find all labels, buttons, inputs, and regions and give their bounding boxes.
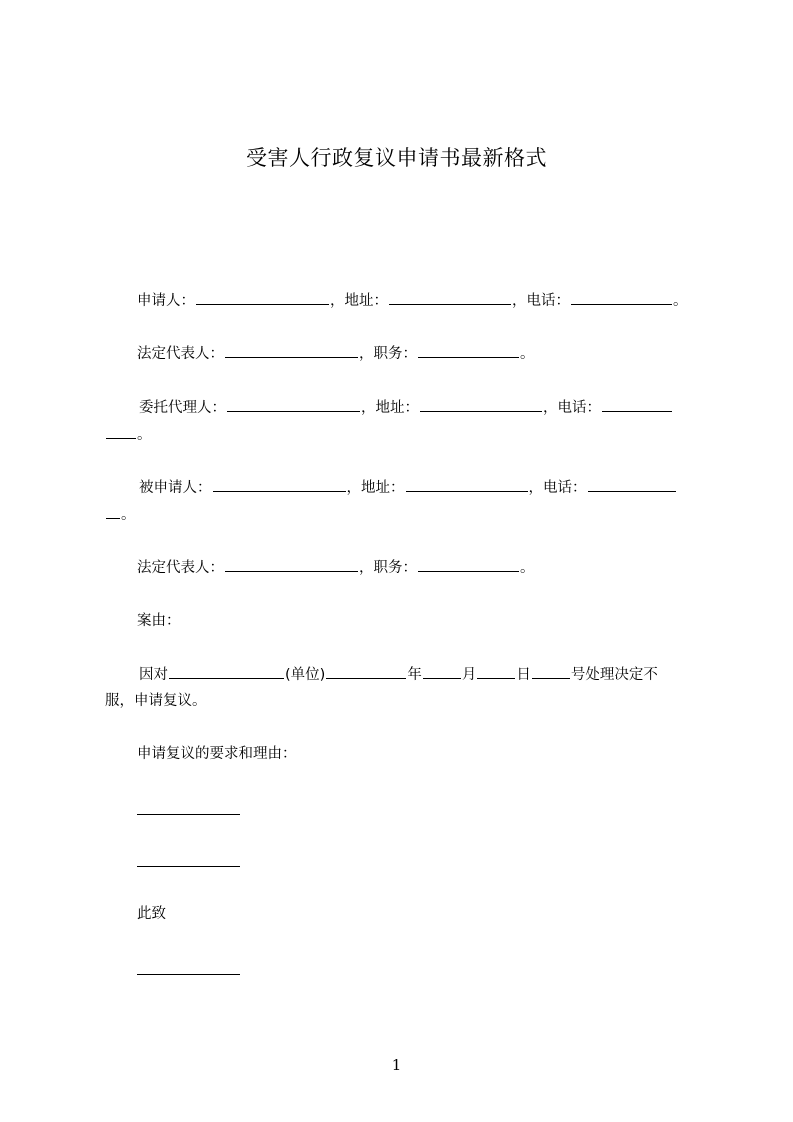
agent-line xyxy=(105,397,739,418)
applicant-address-blank[interactable] xyxy=(389,290,511,305)
legal-rep-end: 。 xyxy=(520,560,535,576)
respondent-address-blank[interactable] xyxy=(406,477,528,492)
unit-label: (单位) xyxy=(285,667,326,683)
request-label: 申请复议的要求和理由： xyxy=(137,746,297,762)
closing-text: 此致 xyxy=(137,906,166,922)
month-blank[interactable] xyxy=(423,664,461,679)
unit-blank[interactable] xyxy=(169,664,284,679)
year-blank[interactable] xyxy=(326,664,406,679)
legal-rep-position-blank[interactable] xyxy=(418,343,519,358)
number-blank[interactable] xyxy=(532,664,570,679)
agent-phone-label: ，电话： xyxy=(543,400,601,416)
recipient-blank-line[interactable] xyxy=(137,974,240,975)
applicant-label: 申请人： xyxy=(137,293,195,309)
legal-rep-position-label: ，职务： xyxy=(359,346,417,362)
page-number: 1 xyxy=(391,1056,402,1074)
respondent-end: 。 xyxy=(121,507,136,523)
respondent-phone-label: ，电话： xyxy=(528,480,587,496)
agent-end: 。 xyxy=(137,427,152,443)
agent-line-cont xyxy=(105,424,705,445)
applicant-phone-blank[interactable] xyxy=(571,290,672,305)
applicant-end: 。 xyxy=(673,293,688,309)
legal-rep-name-blank[interactable] xyxy=(225,557,358,572)
request-blank-line-1[interactable] xyxy=(137,814,240,815)
legal-rep-line-2 xyxy=(105,557,737,578)
reason-suffix: 号处理决定不 xyxy=(570,667,658,683)
reason-line-cont: 服，申请复议。 xyxy=(105,693,207,709)
year-label: 年 xyxy=(407,667,422,683)
legal-rep-position-blank[interactable] xyxy=(418,557,519,572)
agent-address-label: ，地址： xyxy=(361,400,419,416)
day-blank[interactable] xyxy=(477,664,515,679)
applicant-address-label: ，地址： xyxy=(330,293,388,309)
request-blank-line-2[interactable] xyxy=(137,866,240,867)
respondent-label: 被申请人： xyxy=(139,480,212,496)
applicant-line xyxy=(105,290,737,311)
reason-prefix: 因对 xyxy=(139,667,168,683)
respondent-address-label: ，地址： xyxy=(346,480,405,496)
respondent-line-cont xyxy=(105,504,705,525)
legal-rep-name-blank[interactable] xyxy=(225,343,358,358)
respondent-phone-blank[interactable] xyxy=(588,477,676,492)
respondent-name-blank[interactable] xyxy=(213,477,346,492)
applicant-name-blank[interactable] xyxy=(196,290,329,305)
reason-line xyxy=(105,664,739,685)
respondent-phone-blank-cont[interactable] xyxy=(106,504,120,519)
legal-rep-label: 法定代表人： xyxy=(137,346,224,362)
cause-label: 案由： xyxy=(137,613,181,629)
day-label: 日 xyxy=(516,667,531,683)
agent-phone-blank[interactable] xyxy=(602,397,672,412)
agent-address-blank[interactable] xyxy=(420,397,542,412)
legal-rep-position-label: ，职务： xyxy=(359,560,417,576)
respondent-line xyxy=(105,477,739,498)
legal-rep-label: 法定代表人： xyxy=(137,560,224,576)
agent-phone-blank-cont[interactable] xyxy=(106,424,136,439)
agent-name-blank[interactable] xyxy=(227,397,360,412)
month-label: 月 xyxy=(461,667,477,683)
legal-rep-end: 。 xyxy=(520,346,535,362)
agent-label: 委托代理人： xyxy=(139,400,226,416)
document-title: 受害人行政复议申请书最新格式 xyxy=(246,146,547,170)
applicant-phone-label: ，电话： xyxy=(512,293,570,309)
legal-rep-line-1 xyxy=(105,343,737,364)
